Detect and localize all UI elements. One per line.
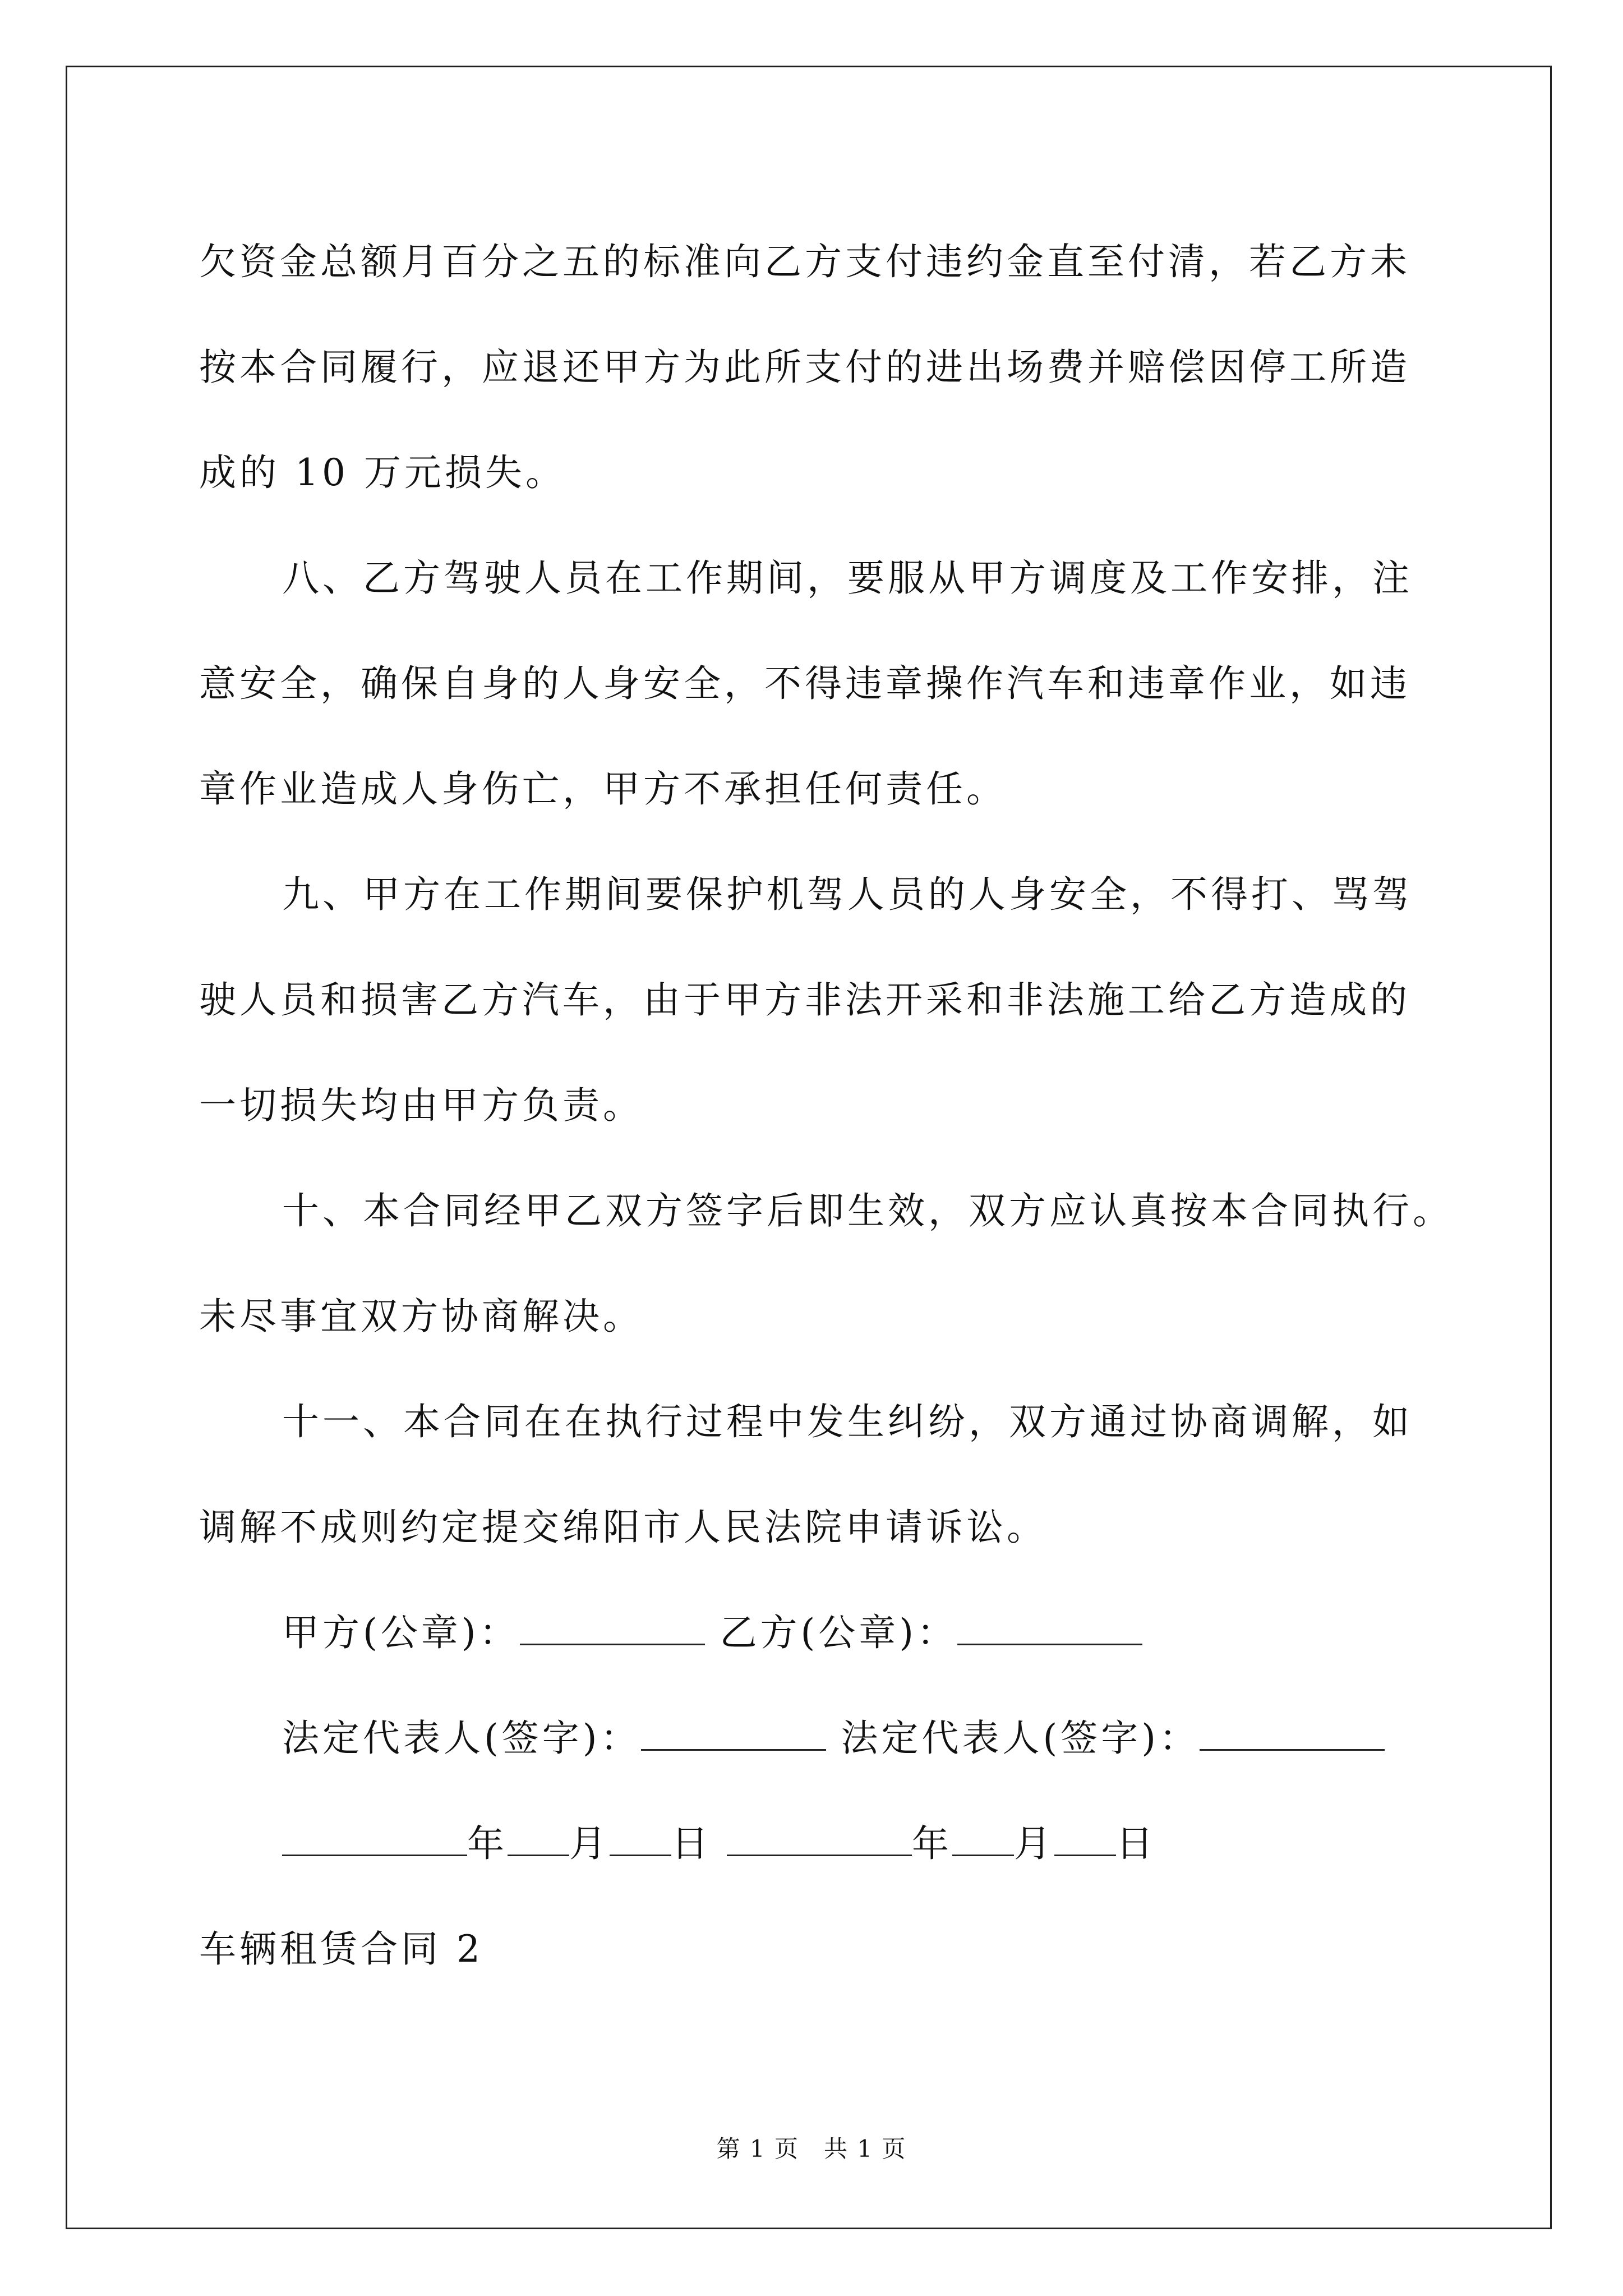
legal-rep-b-label: 法定代表人(签字)： — [841, 1717, 1200, 1760]
text-line: 成的 10 万元损失。 — [199, 451, 566, 494]
party-b-seal-blank[interactable] — [957, 1610, 1142, 1645]
month-label: 月 — [569, 1822, 610, 1865]
paragraph-clause-8 — [199, 526, 1444, 842]
year-label: 年 — [467, 1822, 508, 1865]
legal-rep-a-label: 法定代表人(签字)： — [282, 1717, 641, 1760]
next-section-title: 车辆租赁合同 2 — [199, 1927, 483, 1971]
day-blank-a[interactable] — [610, 1821, 671, 1856]
text-line: 意安全，确保自身的人身安全，不得违章操作汽车和违章作业，如违 — [199, 662, 1410, 705]
day-blank-b[interactable] — [1054, 1821, 1116, 1856]
text-line: 章作业造成人身伤亡，甲方不承担任何责任。 — [199, 767, 1007, 811]
party-b-seal-label: 乙方(公章)： — [720, 1611, 957, 1654]
party-a-seal-label: 甲方(公章)： — [282, 1611, 520, 1654]
text-line: 未尽事宜双方协商解决。 — [199, 1295, 643, 1338]
text-line: 欠资金总额月百分之五的标准向乙方支付违约金直至付清，若乙方未 — [199, 240, 1410, 283]
text-line: 一切损失均由甲方负责。 — [199, 1084, 643, 1127]
text-line: 驶人员和损害乙方汽车，由于甲方非法开采和非法施工给乙方造成的 — [199, 978, 1410, 1022]
legal-rep-a-blank[interactable] — [641, 1715, 826, 1751]
year-label: 年 — [911, 1822, 952, 1865]
paragraph-clause-9 — [199, 842, 1444, 1158]
month-blank-b[interactable] — [952, 1821, 1014, 1856]
text-line: 八、乙方驾驶人员在工作期间，要服从甲方调度及工作安排，注 — [282, 556, 1413, 600]
text-line: 十一、本合同在在执行过程中发生纠纷，双方通过协商调解，如 — [282, 1400, 1413, 1443]
month-label: 月 — [1013, 1822, 1054, 1865]
date-line — [199, 1791, 1444, 1897]
year-blank-a[interactable] — [282, 1821, 467, 1856]
legal-rep-b-blank[interactable] — [1200, 1715, 1385, 1751]
paragraph-clause-11 — [199, 1369, 1444, 1580]
paragraph-clause-7-continued — [199, 209, 1444, 526]
seal-line — [199, 1580, 1444, 1686]
day-label: 日 — [1115, 1822, 1156, 1865]
text-line: 九、甲方在工作期间要保护机驾人员的人身安全，不得打、骂驾 — [282, 873, 1413, 916]
day-label: 日 — [671, 1822, 712, 1865]
month-blank-a[interactable] — [508, 1821, 569, 1856]
text-line: 按本合同履行，应退还甲方为此所支付的进出场费并赔偿因停工所造 — [199, 346, 1410, 389]
paragraph-clause-10 — [199, 1158, 1453, 1369]
document-body — [199, 209, 1453, 2002]
text-line: 调解不成则约定提交绵阳市人民法院申请诉讼。 — [199, 1506, 1047, 1549]
page-footer: 第 1 页 共 1 页 — [716, 2135, 907, 2162]
text-line: 十、本合同经甲乙双方签字后即生效，双方应认真按本合同执行。 — [282, 1189, 1453, 1232]
legal-rep-line — [199, 1686, 1444, 1791]
year-blank-b[interactable] — [727, 1821, 912, 1856]
party-a-seal-blank[interactable] — [520, 1610, 705, 1645]
